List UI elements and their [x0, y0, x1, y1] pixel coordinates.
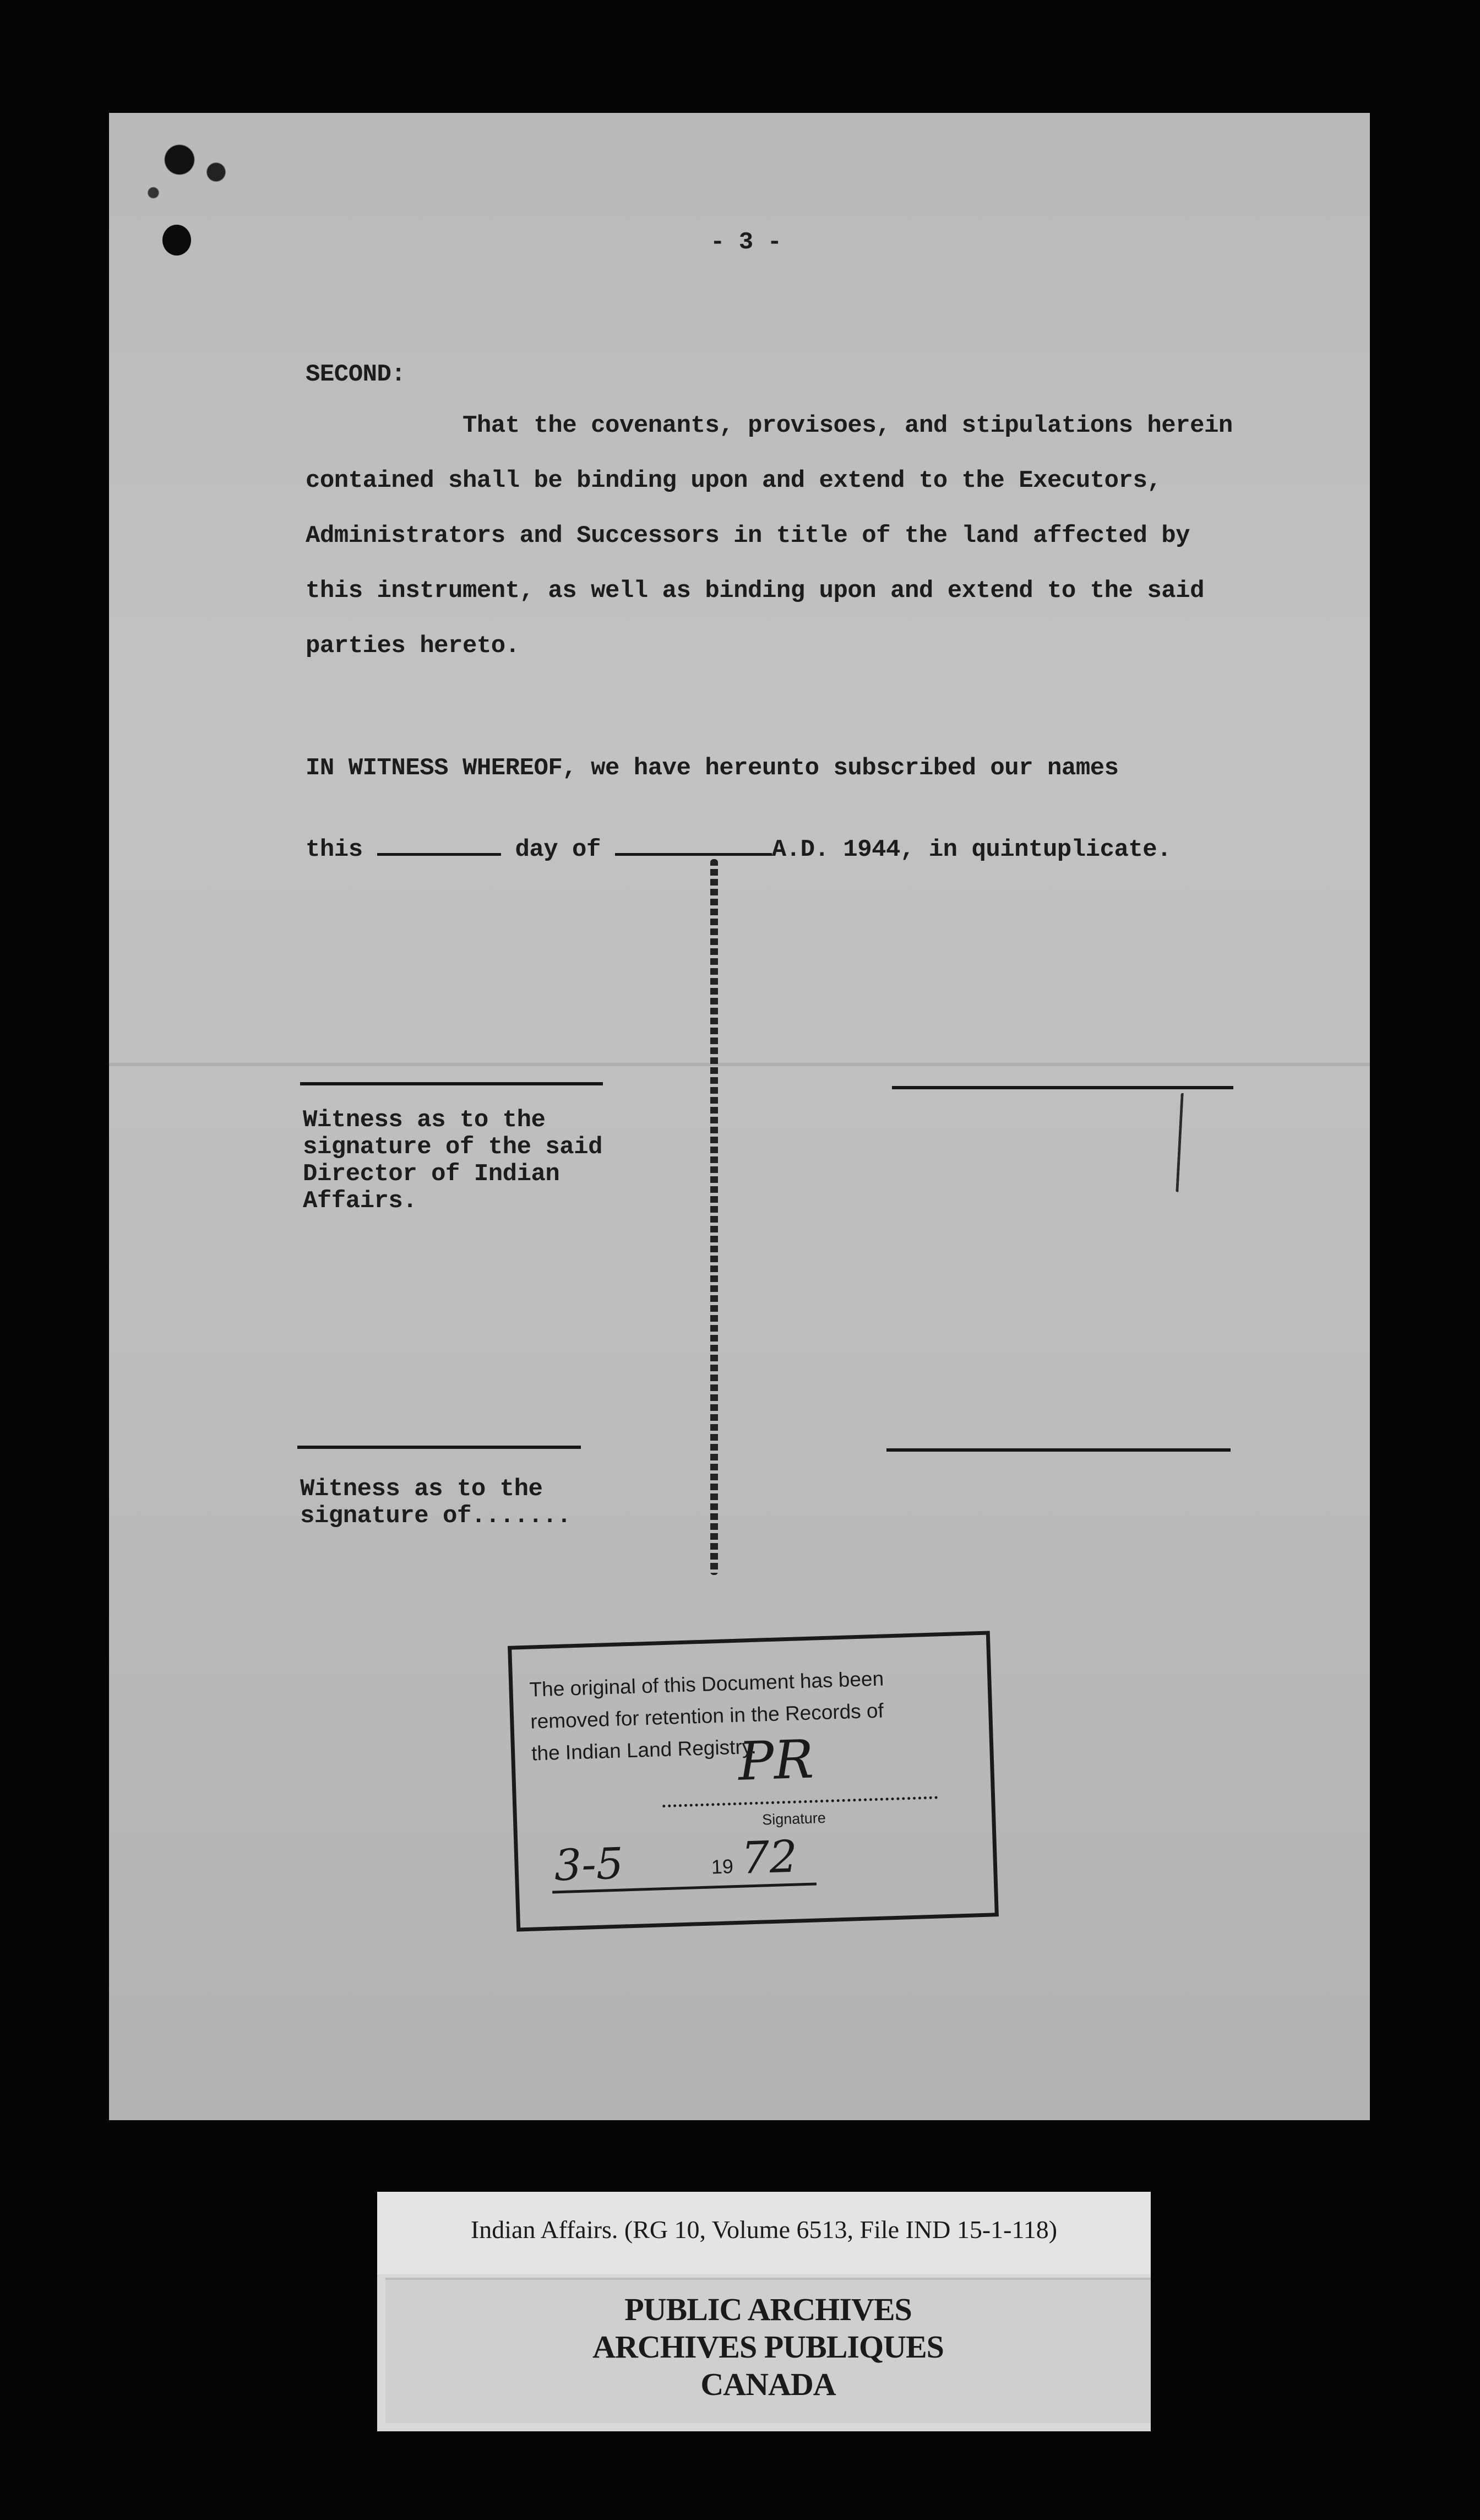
witness-date-day-of: day of [515, 836, 601, 863]
witness-signature-line-1 [300, 1082, 603, 1085]
witness-block-1-line-1: Witness as to the [303, 1106, 546, 1134]
witness-date-this: this [306, 836, 363, 863]
clause-line-2: contained shall be binding upon and extend to the Executors, [306, 467, 1162, 495]
party-signature-line-1 [892, 1086, 1233, 1089]
witness-block-1-line-2: signature of the said [303, 1133, 602, 1161]
clause-line-4: this instrument, as well as binding upon and extend to the said [306, 577, 1204, 605]
stamp-date: 3-5 [553, 1839, 624, 1891]
stamp-signature-label: Signature [761, 1809, 826, 1828]
witness-block-1-line-3: Director of Indian [303, 1160, 560, 1188]
witness-block-2-line-2: signature of....... [300, 1502, 572, 1530]
stamp-text [529, 1663, 886, 1769]
binder-hole [162, 225, 191, 256]
page-number: - 3 - [710, 229, 782, 256]
archive-country: CANADA [700, 2366, 836, 2402]
archive-label-bottom [385, 2280, 1151, 2423]
party-signature-line-2 [886, 1448, 1231, 1452]
witness-block-2-line-1: Witness as to the [300, 1475, 543, 1503]
stamp-line-1: The original of this Document has been [529, 1667, 884, 1701]
witness-clause-line: IN WITNESS WHEREOF, we have hereunto subscribed our names [306, 754, 1119, 782]
stamp-year: 72 [740, 1831, 798, 1884]
witness-date-line [306, 829, 1171, 863]
witness-date-tail: A.D. 1944, in quintuplicate. [771, 836, 1172, 863]
clause-heading: SECOND: [306, 361, 406, 388]
archive-label-top [377, 2192, 1151, 2274]
perforation-line [710, 859, 718, 1575]
stamp-initials: PR [737, 1728, 815, 1793]
archive-label [377, 2192, 1151, 2431]
witness-block-1-line-4: Affairs. [303, 1187, 417, 1215]
stamp-year-prefix: 19 [711, 1855, 734, 1878]
month-blank [615, 829, 772, 856]
day-blank [377, 829, 501, 856]
corner-stain-mark [138, 127, 242, 209]
stamp-line-3: the Indian Land Registry. [531, 1735, 757, 1765]
clause-line-5: parties hereto. [306, 632, 520, 660]
stamp-signature-line [662, 1796, 938, 1807]
clause-line-3: Administrators and Successors in title of the land affected by [306, 522, 1190, 550]
clause-line-1: That the covenants, provisoes, and stipulations herein [463, 412, 1233, 439]
stamp-line-2: removed for retention in the Records of [530, 1699, 884, 1733]
registry-stamp [508, 1631, 999, 1931]
archive-citation: Indian Affairs. (RG 10, Volume 6513, File IND 15-1-118) [470, 2215, 1058, 2244]
archive-name-english: PUBLIC ARCHIVES [624, 2291, 912, 2327]
witness-signature-line-2 [297, 1446, 581, 1449]
archive-name-french: ARCHIVES PUBLIQUES [592, 2329, 944, 2365]
